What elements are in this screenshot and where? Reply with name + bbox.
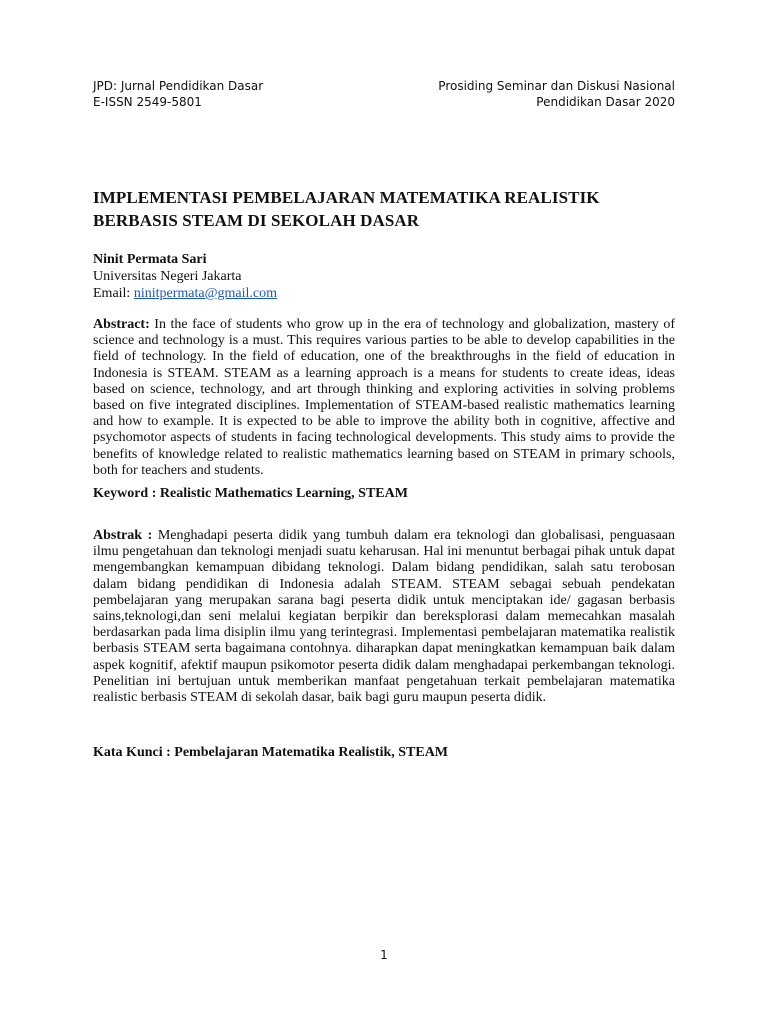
- keywords-indonesian: Kata Kunci : Pembelajaran Matematika Realistik, STEAM: [93, 745, 449, 760]
- paper-title: [93, 186, 683, 232]
- paper-title-line2: BERBASIS STEAM DI SEKOLAH DASAR: [93, 211, 420, 230]
- author-name: Ninit Permata Sari: [93, 252, 207, 267]
- abstract-label: Abstract:: [93, 317, 150, 332]
- journal-header-left: [93, 78, 263, 110]
- author-block: [93, 251, 277, 302]
- email-label: Email:: [93, 286, 134, 301]
- journal-name: JPD: Jurnal Pendidikan Dasar: [93, 79, 264, 93]
- abstrak-text: Menghadapi peserta didik yang tumbuh dalam era teknologi dan globalisasi, penguasaan ilmu pengetahuan dan teknologi menjadi suatu keharusan. Hal ini menuntut berbagai pihak untuk dapat mengembangkan kemampuan dibidang teknologi. Dalam bidang pendidikan, salah satu terobosan dalam bidang pendidikan di Indonesia adalah STEAM. STEAM sebagai sebuah pendekatan pembelajaran yang merupakan sarana bagi peserta didik untuk menciptakan ide/ gagasan berbasis sains,teknologi,dan seni melalui kegiatan berpikir dan bereksplorasi dalam memecahkan masalah berdasarkan pada lima disiplin ilmu yang terintegrasi. Implementasi pembelajaran matematika realistik berbasis STEAM serta bagaimana contohnya. diharapkan dapat meningkatkan kemampuan baik dalam aspek kognitif, afektif maupun psikomotor peserta didik dalam menghadapai perkembangan teknologi. Penelitian ini bertujuan untuk memberikan manfaat pengetahuan terkait pembelajaran matematika realistic berbasis STEAM di sekolah dasar, baik bagi guru maupun peserta didik.: [93, 528, 675, 706]
- abstract-indonesian: [93, 528, 675, 706]
- keywords-english: Keyword : Realistic Mathematics Learning, STEAM: [93, 486, 408, 501]
- author-affiliation: Universitas Negeri Jakarta: [93, 269, 242, 284]
- abstract-text: In the face of students who grow up in the era of technology and globalization, mastery of science and technology is a must. This requires various parties to be able to develop capabilities in the field of technology. In the field of education, one of the breakthroughs in the field of education in Indonesia is STEAM. STEAM as a learning approach is a means for students to create ideas, ideas based on science, technology, and art through thinking and exploring activities in solving problems based on five integrated disciplines. Implementation of STEAM-based realistic mathematics learning and how to example. It is expected to be able to improve the ability both in cognitive, affective and psychomotor aspects of students in facing technological developments. This study aims to provide the benefits of knowledge related to realistic mathematics learning based on STEAM in primary schools, both for teachers and students.: [93, 317, 675, 478]
- abstrak-label: Abstrak :: [93, 528, 153, 543]
- author-email-line: [93, 285, 277, 302]
- page-number: 1: [380, 948, 388, 962]
- proceedings-name: Prosiding Seminar dan Diskusi Nasional: [438, 79, 675, 93]
- paper-title-line1: IMPLEMENTASI PEMBELAJARAN MATEMATIKA REALISTIK: [93, 188, 600, 207]
- email-link[interactable]: ninitpermata@gmail.com: [133, 286, 277, 301]
- journal-header-right: [438, 78, 675, 110]
- journal-issn: E-ISSN 2549-5801: [93, 95, 202, 109]
- abstract-english: [93, 317, 675, 479]
- proceedings-year: Pendidikan Dasar 2020: [536, 95, 675, 109]
